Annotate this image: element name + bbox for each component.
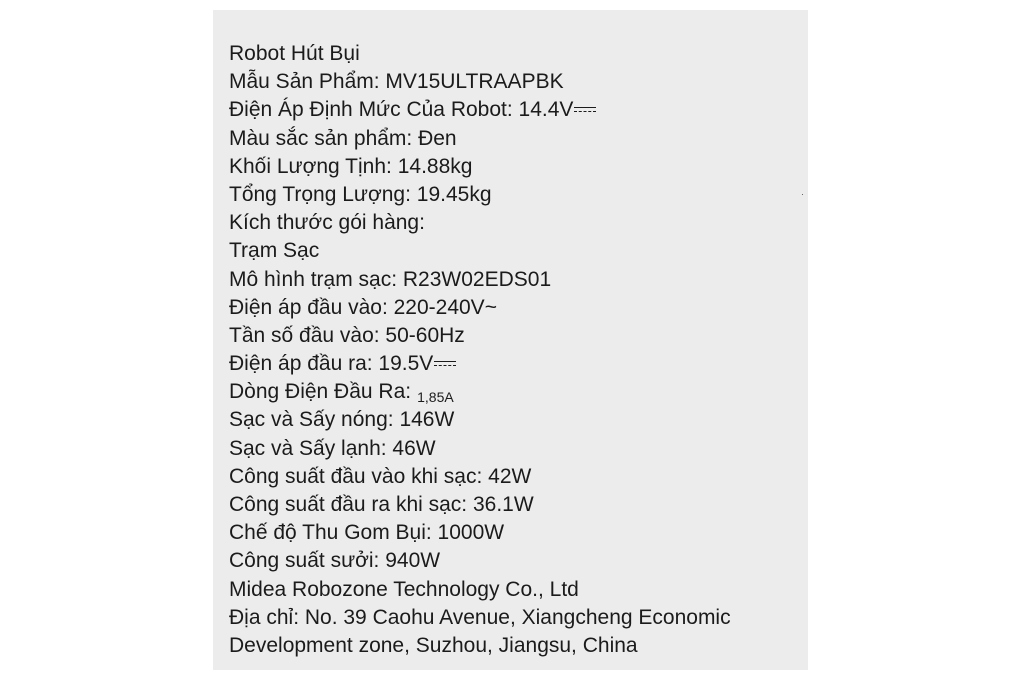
label-line-address-1: Địa chỉ: No. 39 Caohu Avenue, Xiangcheng Economic (229, 605, 731, 629)
label-line-dock-heading: Trạm Sạc (229, 239, 320, 263)
label-line-net-weight: Khối Lượng Tịnh: 14.88kg (229, 154, 473, 178)
label-text-block (229, 40, 731, 660)
label-line-output-voltage: Điện áp đầu ra: 19.5V (229, 350, 731, 378)
label-line-color: Màu sắc sản phẩm: Đen (229, 126, 457, 150)
label-line-address-2: Development zone, Suzhou, Jiangsu, China (229, 633, 638, 657)
label-line-dust-collection: Chế độ Thu Gom Bụi: 1000W (229, 521, 505, 545)
label-line-charge-cold-dry: Sạc và Sấy lạnh: 46W (229, 436, 436, 460)
label-line-rated-voltage: Điện Áp Định Mức Của Robot: 14.4V (229, 96, 731, 124)
label-line-output-current: Dòng Điện Đầu Ra: 1,85A (229, 380, 454, 406)
label-line-manufacturer: Midea Robozone Technology Co., Ltd (229, 577, 579, 601)
label-line-dock-model: Mô hình trạm sạc: R23W02EDS01 (229, 267, 552, 291)
output-current-value: 1,85A (417, 389, 454, 406)
label-line-charge-input-power: Công suất đầu vào khi sạc: 42W (229, 464, 532, 488)
label-line-input-voltage: Điện áp đầu vào: 220-240V~ (229, 295, 497, 319)
label-line-gross-weight: Tổng Trọng Lượng: 19.45kg (229, 182, 492, 206)
product-label-panel (213, 10, 808, 670)
label-line-charge-output-power: Công suất đầu ra khi sạc: 36.1W (229, 493, 534, 516)
label-line-model: Mẫu Sản Phẩm: MV15ULTRAAPBK (229, 70, 564, 94)
label-line-charge-hot-dry: Sạc và Sấy nóng: 146W (229, 408, 455, 432)
dc-symbol-icon (434, 359, 456, 369)
dc-symbol-icon (574, 105, 596, 115)
label-line-package-size: Kích thước gói hàng: (229, 211, 425, 235)
label-line-heating-power: Công suất sưởi: 940W (229, 549, 441, 573)
label-line-input-frequency: Tần số đầu vào: 50-60Hz (229, 323, 465, 347)
label-line-product-type: Robot Hút Bụi (229, 42, 360, 65)
scan-speck (802, 194, 803, 195)
